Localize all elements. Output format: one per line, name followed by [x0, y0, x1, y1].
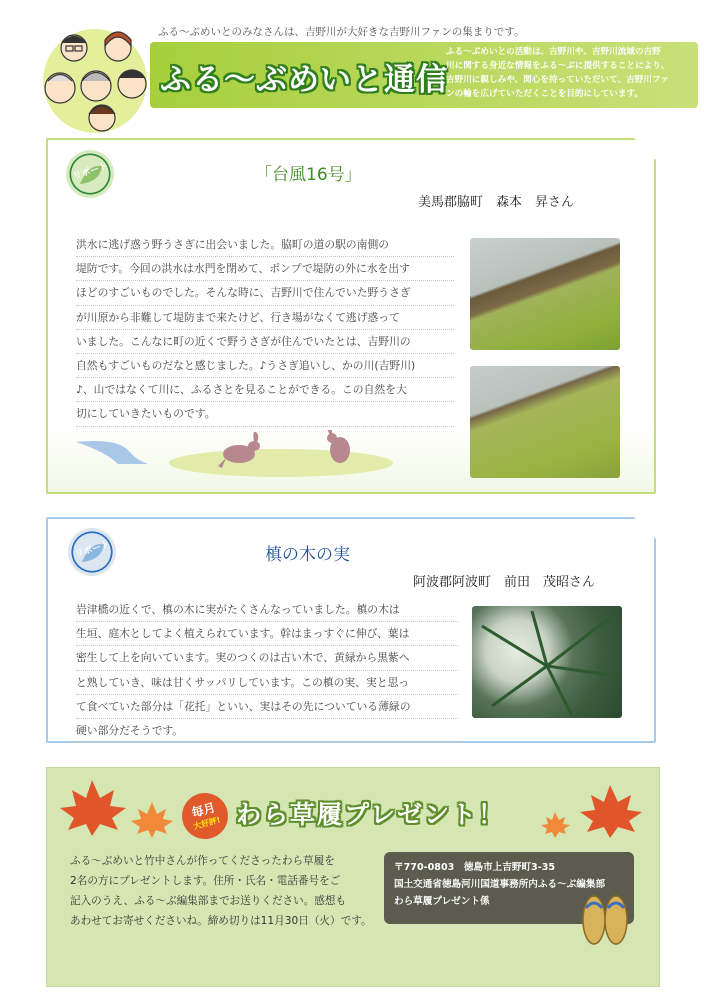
report-badge: リポート — [66, 150, 114, 198]
article-title: 「台風16号」 — [255, 165, 362, 185]
leaves-icon — [472, 606, 622, 718]
present-title: わら草履プレゼント！ — [236, 800, 506, 829]
photo-embankment-flood — [470, 238, 620, 350]
article-body: 洪水に逃げ惑う野うさぎに出会いました。脇町の道の駅の南側の 堤防です。今回の洪水は水門を閉めて、ポンプで堤防の外に水を出す ほどのすごいものでした。そんな時に、吉野川で住んでいた野うさぎ が川原から非難して堤防まで来たけど、行き場がなくて逃げ惑って いました。こんなに町の近くで野うさぎが住んでいたとは、吉野川の 自然もすごいものだなと感じました。♪うさぎ追いし、かの川(吉野川) ♪、山ではなくて川に、ふるさとを見ることができる。この自然を大 切にしていきたいものです。 — [76, 233, 454, 427]
present-body: ふる〜ぶめいと竹中さんが作ってくださったわら草履を 2名の方にプレゼントします。住所・氏名・電話番号をご 記入のうえ、ふる〜ぶ編集部までお送りください。感想も あわせてお寄せくださいね。締め切りは11月30日（火）です。 — [70, 855, 372, 927]
rabbit-illustration — [76, 430, 396, 480]
article-title: 槙の木の実 — [265, 545, 350, 565]
header-description: ふる〜ぶめいとの活動は、吉野川や、吉野川流域の吉野 川に関する身近な情報をふる〜ぶに提供することにより、 吉野川に親しみや、関心を持っていただいて、吉野川ファ ンの輪を広げていただくことを目的にしています。 — [446, 47, 670, 99]
report-badge: リポート — [68, 528, 116, 576]
page-fold — [634, 517, 656, 539]
article-author: 美馬郡脇町 森本 昇さん — [418, 195, 575, 210]
header-intro: ふる〜ぶめいとのみなさんは、吉野川が大好きな吉野川ファンの集まりです。 — [158, 26, 525, 38]
page-title: ふる〜ぶめいと通信 — [160, 62, 448, 98]
article-body: 岩津橋の近くで、槙の木に実がたくさんなっていました。槙の木は 生垣、庭木としてよく植えられています。幹はまっすぐに伸び、葉は 密生して上を向いています。実のつくのは古い木で、黄緑から黒紫へ と熟していき、味は甘くサッパリしています。この槙の実、実と思っ て食べていた部分は「花托」といい、実はその先についている薄緑の 硬い部分だそうです。 — [76, 598, 458, 743]
photo-maki-tree — [472, 606, 622, 718]
monthly-badge: 毎月 大好評! — [177, 788, 233, 844]
address-box: 〒770-0803 徳島市上吉野町3-35 国土交通省徳島河川国道事務所内ふる〜ぶ編集部 わら草履プレゼント係 — [384, 852, 634, 924]
page-fold — [634, 138, 656, 160]
straw-sandals-icon — [576, 892, 632, 948]
photo-rabbit-embankment — [470, 366, 620, 478]
maple-leaf-icon — [530, 780, 650, 840]
members-illustration — [40, 26, 150, 134]
article-author: 阿波郡阿波町 前田 茂昭さん — [413, 575, 596, 590]
